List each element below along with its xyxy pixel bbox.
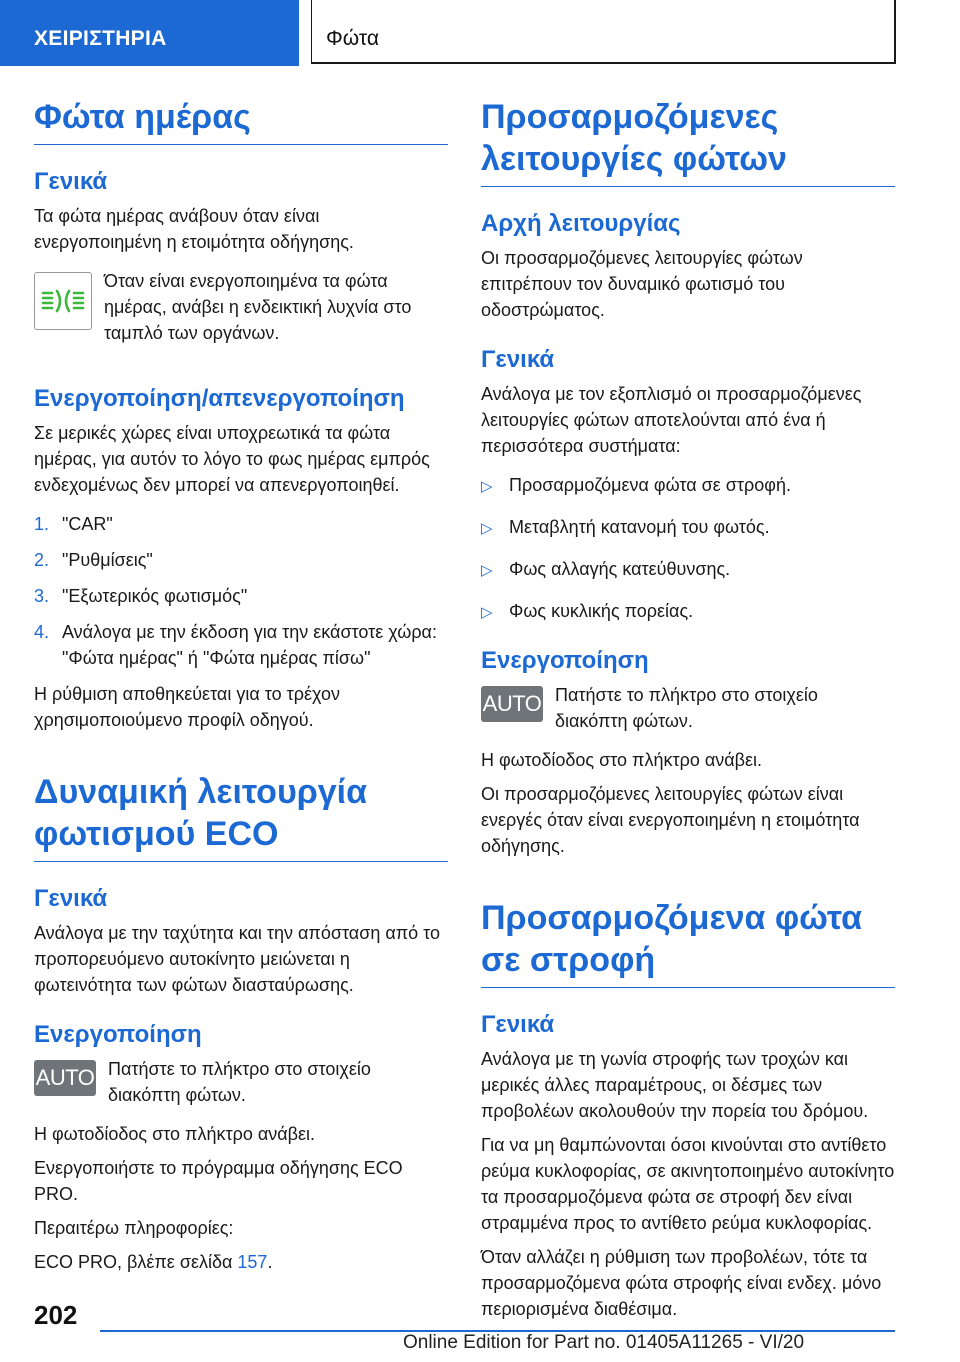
cornering-title: Προσαρμοζόμενα φώτα σε στροφή: [481, 897, 895, 988]
step-text: "Εξωτερικός φωτισμός": [62, 586, 248, 606]
eco-reference: [34, 1249, 448, 1275]
list-item: [34, 619, 448, 671]
step-text: "Ρυθμίσεις": [62, 550, 153, 570]
daylights-indicator-row: [34, 268, 448, 346]
section-tab: [0, 0, 299, 66]
chapter-header: [311, 0, 896, 64]
step-number: 3.: [34, 586, 50, 606]
daylights-general-heading: Γενικά: [34, 168, 108, 195]
adaptive-press-text: Πατήστε το πλήκτρο στο στοιχείο διακόπτη φώτων.: [555, 685, 818, 731]
list-item: [34, 583, 448, 609]
auto-button-icon: AUTO: [481, 686, 543, 722]
adaptive-principle-text: Οι προσαρμοζόμενες λειτουργίες φώτων επιτρέπουν τον δυναμικό φωτισμό του οδοστρώματος.: [481, 248, 803, 320]
list-item: [481, 556, 895, 584]
adaptive-activation-row: [481, 682, 895, 734]
system-text: Μεταβλητή κατανομή του φωτός.: [509, 517, 770, 537]
adaptive-general-text: Ανάλογα με τον εξοπλισμό οι προσαρμοζόμενες λειτουργίες φώτων αποτελούνται από ένα ή περισσότερα συστήματα:: [481, 384, 862, 456]
cornering-p3: Όταν αλλάζει η ρύθμιση των προβολέων, τότε τα προσαρμοζόμενα φώτα στροφής είναι ενδεχ. μόνο περιορισμένα διαθέσιμα.: [481, 1247, 882, 1319]
daylights-indicator-text: Όταν είναι ενεργοποιημένα τα φώτα ημέρας, ανάβει η ενδεικτική λυχνία στο ταμπλό των οργάνων.: [104, 271, 412, 343]
eco-activation-heading: Ενεργοποίηση: [34, 1021, 202, 1048]
list-item: [481, 472, 895, 500]
adaptive-general-heading: Γενικά: [481, 346, 555, 373]
triangle-bullet-icon: ▷: [481, 562, 493, 579]
list-item: [34, 511, 448, 537]
cornering-general-heading: Γενικά: [481, 1011, 555, 1038]
cornering-p1: Ανάλογα με τη γωνία στροφής των τροχών και μερικές άλλες παραμέτρους, οι δέσμες των προβολέων ακολουθούν την πορεία του δρόμου.: [481, 1049, 869, 1121]
daylights-toggle-heading: Ενεργοποίηση/απενεργοποίηση: [34, 385, 405, 412]
auto-button-icon: AUTO: [34, 1060, 96, 1096]
adaptive-active-text: Οι προσαρμοζόμενες λειτουργίες φώτων είναι ενεργές όταν είναι ενεργοποιημένη η ετοιμότητα οδήγησης.: [481, 784, 860, 856]
daylights-title: Φώτα ημέρας: [34, 96, 448, 145]
eco-pro-text: Ενεργοποιήστε το πρόγραμμα οδήγησης ECO PRO.: [34, 1158, 403, 1204]
system-text: Φως αλλαγής κατεύθυνσης.: [509, 559, 731, 579]
step-number: 4.: [34, 622, 50, 642]
eco-general-heading: Γενικά: [34, 885, 108, 912]
daylights-general-text: Τα φώτα ημέρας ανάβουν όταν είναι ενεργοποιημένη η ετοιμότητα οδήγησης.: [34, 206, 354, 252]
eco-more-info: Περαιτέρω πληροφορίες:: [34, 1218, 234, 1238]
daylights-steps: [34, 511, 448, 671]
system-text: Φως κυκλικής πορείας.: [509, 601, 694, 621]
section-title: ΧΕΙΡΙΣΤΗΡΙΑ: [34, 27, 167, 50]
adaptive-led-text: Η φωτοδίοδος στο πλήκτρο ανάβει.: [481, 750, 763, 770]
triangle-bullet-icon: ▷: [481, 478, 493, 495]
adaptive-title: Προσαρμοζόμενες λειτουργίες φώτων: [481, 96, 895, 187]
page-number: 202: [34, 1300, 78, 1330]
system-text: Προσαρμοζόμενα φώτα σε στροφή.: [509, 475, 791, 495]
chapter-title: Φώτα: [326, 27, 379, 50]
edition-footer: Online Edition for Part no. 01405A11265 - VI/20: [402, 1332, 805, 1353]
step-text: Ανάλογα με την έκδοση για την εκάστοτε χώρα: "Φώτα ημέρας" ή "Φώτα ημέρας πίσω": [62, 622, 437, 668]
eco-activation-row: [34, 1056, 448, 1108]
list-item: [481, 514, 895, 542]
step-text: "CAR": [62, 514, 113, 534]
right-column: [481, 96, 895, 1322]
list-item: [34, 547, 448, 573]
eco-press-text: Πατήστε το πλήκτρο στο στοιχείο διακόπτη φώτων.: [108, 1059, 371, 1105]
step-number: 2.: [34, 550, 50, 570]
adaptive-activation-heading: Ενεργοποίηση: [481, 647, 649, 674]
step-number: 1.: [34, 514, 50, 534]
adaptive-principle-heading: Αρχή λειτουργίας: [481, 210, 681, 237]
eco-general-text: Ανάλογα με την ταχύτητα και την απόσταση από το προπορευόμενο αυτοκίνητο μειώνεται η φωτεινότητα των φώτων διασταύρωσης.: [34, 923, 441, 995]
eco-title: Δυναμική λειτουργία φωτισμού ECO: [34, 771, 448, 862]
list-item: [481, 598, 895, 626]
triangle-bullet-icon: ▷: [481, 604, 493, 621]
eco-ref-suffix: .: [267, 1252, 273, 1272]
eco-led-text: Η φωτοδίοδος στο πλήκτρο ανάβει.: [34, 1124, 316, 1144]
cornering-p2: Για να μη θαμπώνονται όσοι κινούνται στο αντίθετο ρεύμα κυκλοφορίας, σε ακινητοποιημένο αυτοκίνητο τα προσαρμοζόμενα φώτα σε στροφή δεν είναι στραμμένα προς το αντίθετο ρεύμα κυκλοφορίας.: [481, 1135, 895, 1233]
left-column: [34, 96, 448, 1275]
daylight-indicator-icon: [34, 272, 92, 330]
eco-page-link[interactable]: 157: [237, 1252, 268, 1272]
eco-ref-prefix: ECO PRO, βλέπε σελίδα: [34, 1252, 238, 1272]
adaptive-systems-list: [481, 472, 895, 626]
daylights-toggle-text: Σε μερικές χώρες είναι υποχρεωτικά τα φώτα ημέρας, για αυτόν το λόγο το φως ημέρας εμπρός ενδεχομένως δεν μπορεί να απενεργοποιηθεί.: [34, 423, 430, 495]
daylights-storage-text: Η ρύθμιση αποθηκεύεται για το τρέχον χρησιμοποιούμενο προφίλ οδηγού.: [34, 684, 340, 730]
triangle-bullet-icon: ▷: [481, 520, 493, 537]
